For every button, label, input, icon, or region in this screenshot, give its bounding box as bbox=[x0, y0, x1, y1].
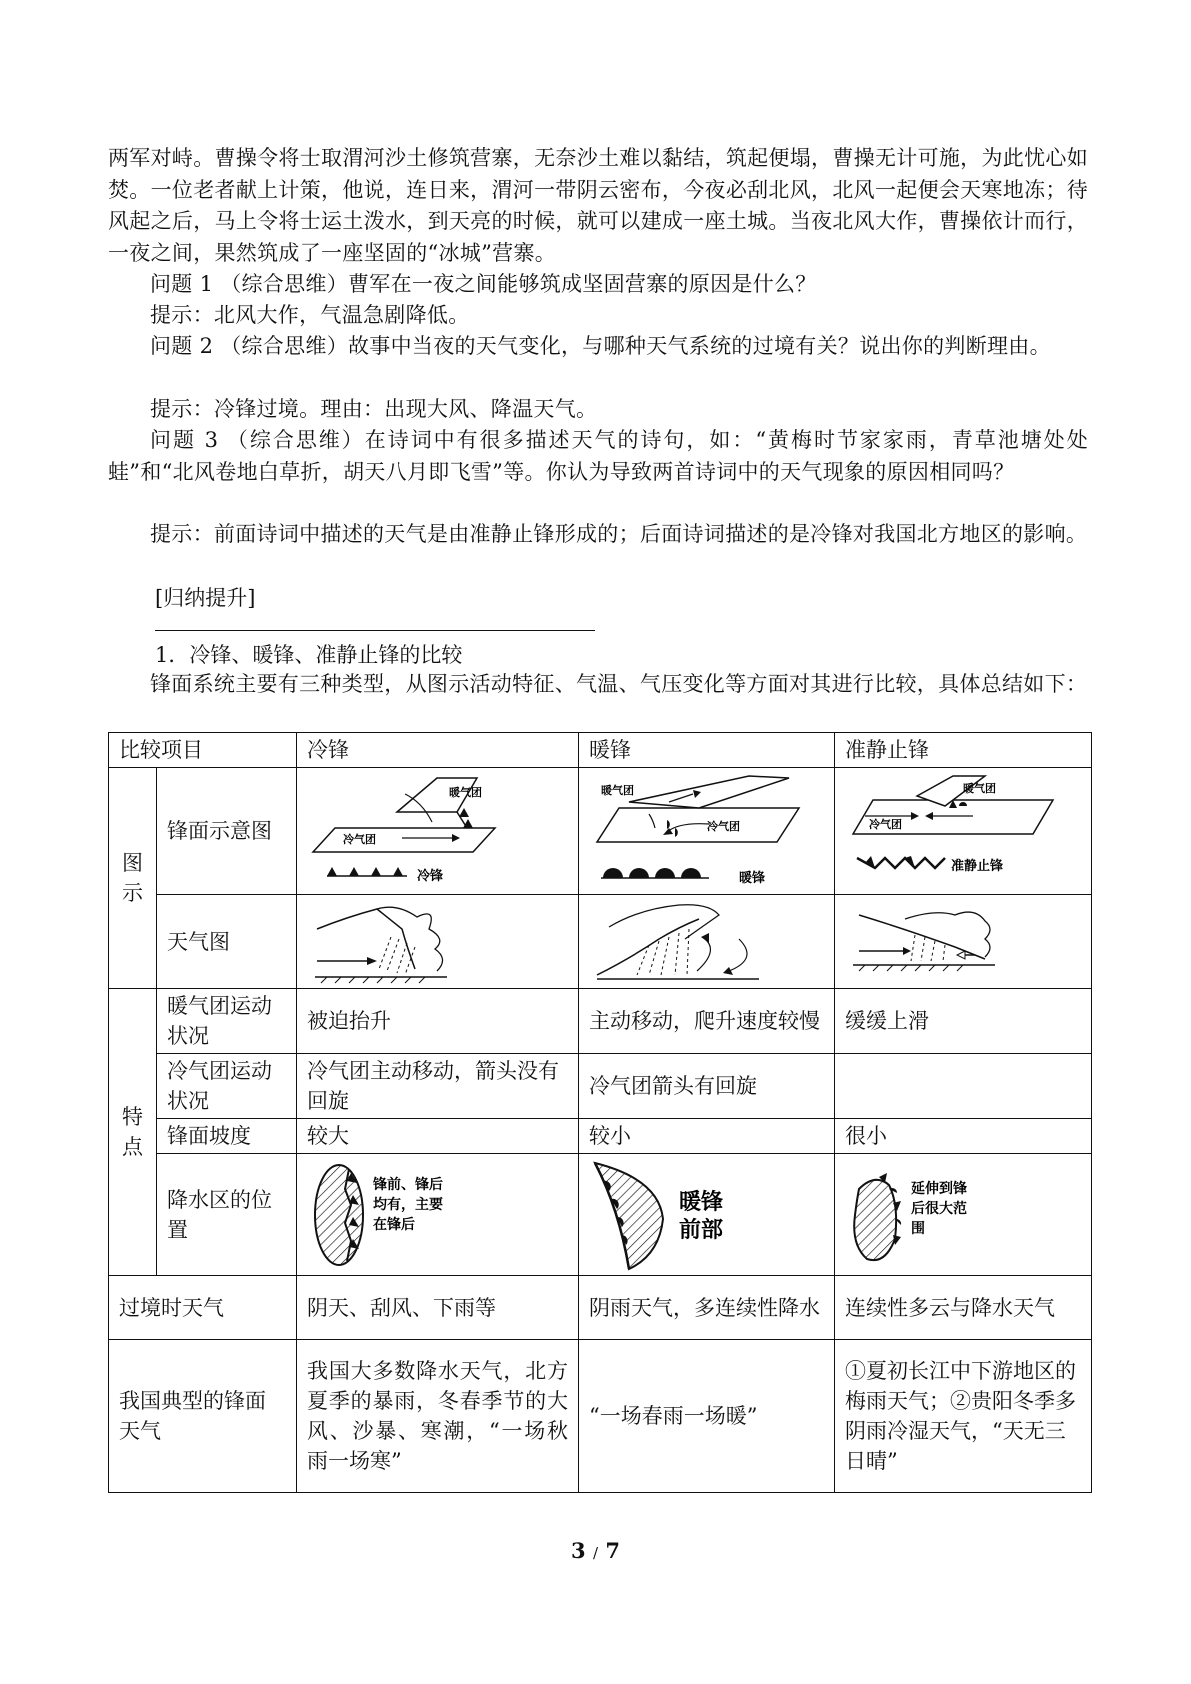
cold-front-weather-map bbox=[307, 899, 567, 985]
stationary-front-warm-motion: 缓缓上滑 bbox=[835, 989, 1092, 1054]
warm-diagram-warm-label: 暖气团 bbox=[601, 784, 634, 797]
page-number: 3 / 7 bbox=[571, 1538, 620, 1563]
cold-diagram-cold-label: 冷气团 bbox=[343, 833, 376, 846]
stationary-diagram-cold-label: 冷气团 bbox=[869, 818, 902, 831]
header-compare-item: 比较项目 bbox=[109, 733, 297, 768]
cold-front-slope: 较大 bbox=[297, 1119, 579, 1154]
stationary-precip-note-1: 延伸到锋 bbox=[911, 1180, 967, 1197]
row-label-slope: 锋面坡度 bbox=[157, 1119, 297, 1154]
cold-precip-note-1: 锋前、锋后 bbox=[373, 1176, 443, 1193]
stationary-front-precip-diagram bbox=[845, 1159, 1045, 1271]
warm-front-cold-motion: 冷气团箭头有回旋 bbox=[579, 1054, 835, 1119]
cold-front-weather-map-cell bbox=[297, 895, 579, 989]
stationary-front-weather-map bbox=[845, 899, 1081, 985]
front-comparison-table bbox=[108, 732, 1092, 1493]
group-feature-label: 特 点 bbox=[109, 989, 157, 1276]
cold-precip-note-3: 在锋后 bbox=[373, 1216, 415, 1233]
stationary-front-weather-map-cell bbox=[835, 895, 1092, 989]
warm-precip-note-2: 前部 bbox=[679, 1217, 724, 1243]
cold-front-warm-motion: 被迫抬升 bbox=[297, 989, 579, 1054]
table-row bbox=[109, 989, 1092, 1054]
cold-diagram-warm-label: 暖气团 bbox=[449, 786, 482, 799]
cold-front-passing-weather: 阴天、刮风、下雨等 bbox=[297, 1276, 579, 1340]
story-paragraph: 两军对峙。曹操令将士取渭河沙土修筑营寨，无奈沙土难以黏结，筑起便塌，曹操无计可施，为此忧心如焚。一位老者献上计策，他说，连日来，渭河一带阴云密布，今夜必刮北风，北风一起便会天寒地冻；待风起之后，马上令将士运土泼水，到天亮的时候，就可以建成一座土城。当夜北风大作，曹操依计而行，一夜之间，果然筑成了一座坚固的“冰城”营寨。 bbox=[108, 146, 1088, 265]
cold-front-cold-motion: 冷气团主动移动，箭头没有回旋 bbox=[297, 1054, 579, 1119]
stationary-diagram-warm-label: 暖气团 bbox=[963, 782, 996, 795]
warm-front-warm-motion: 主动移动，爬升速度较慢 bbox=[579, 989, 835, 1054]
cold-front-diagram bbox=[307, 772, 567, 890]
table-row bbox=[109, 768, 1092, 895]
section-tag: [归纳提升] bbox=[155, 586, 256, 610]
stationary-precip-note-3: 围 bbox=[911, 1220, 925, 1237]
table-row bbox=[109, 1340, 1092, 1493]
warm-front-slope: 较小 bbox=[579, 1119, 835, 1154]
cold-front-precip-cell bbox=[297, 1154, 579, 1276]
cold-front-precip-diagram bbox=[307, 1159, 507, 1271]
warm-front-weather-map-cell bbox=[579, 895, 835, 989]
stationary-front-passing-weather: 连续性多云与降水天气 bbox=[835, 1276, 1092, 1340]
cold-front-symbol-label: 冷锋 bbox=[417, 869, 444, 884]
header-cold-front: 冷锋 bbox=[297, 733, 579, 768]
stationary-front-diagram bbox=[845, 772, 1081, 890]
row-label-passing-weather: 过境时天气 bbox=[109, 1276, 297, 1340]
row-label-front-diagram: 锋面示意图 bbox=[157, 768, 297, 895]
warm-front-weather-map bbox=[589, 899, 825, 985]
row-label-typical-weather: 我国典型的锋面天气 bbox=[109, 1340, 297, 1493]
warm-front-symbol-label: 暖锋 bbox=[739, 871, 766, 886]
warm-front-precip-diagram bbox=[589, 1159, 789, 1271]
table-row bbox=[109, 1119, 1092, 1154]
warm-front-passing-weather: 阴雨天气，多连续性降水 bbox=[579, 1276, 835, 1340]
stationary-front-precip-cell bbox=[835, 1154, 1092, 1276]
question-2: 问题 2 （综合思维）故事中当夜的天气变化，与哪种天气系统的过境有关？说出你的判断理由。 bbox=[150, 334, 1051, 358]
warm-front-precip-cell bbox=[579, 1154, 835, 1276]
warm-precip-note-1: 暖锋 bbox=[679, 1189, 724, 1215]
group-diagram-label: 图 示 bbox=[109, 768, 157, 989]
table-header-row bbox=[109, 733, 1092, 768]
section-intro: 锋面系统主要有三种类型，从图示活动特征、气温、气压变化等方面对其进行比较，具体总结如下： bbox=[150, 672, 1088, 696]
header-stationary-front: 准静止锋 bbox=[835, 733, 1092, 768]
stationary-front-typical-weather: ①夏初长江中下游地区的梅雨天气；②贵阳冬季多阴雨冷湿天气，“天无三日晴” bbox=[835, 1340, 1092, 1493]
section-title: 1．冷锋、暖锋、准静止锋的比较 bbox=[155, 643, 463, 667]
row-label-weather-map: 天气图 bbox=[157, 895, 297, 989]
table-row bbox=[109, 895, 1092, 989]
table-row bbox=[109, 1054, 1092, 1119]
header-warm-front: 暖锋 bbox=[579, 733, 835, 768]
row-label-precip: 降水区的位置 bbox=[157, 1154, 297, 1276]
stationary-front-diagram-cell bbox=[835, 768, 1092, 895]
cold-precip-note-2: 均有，主要 bbox=[373, 1196, 443, 1213]
table-row bbox=[109, 1154, 1092, 1276]
stationary-front-cold-motion bbox=[835, 1054, 1092, 1119]
section-tag-underline bbox=[155, 630, 595, 631]
stationary-front-slope: 很小 bbox=[835, 1119, 1092, 1154]
hint-1: 提示：北风大作，气温急剧降低。 bbox=[150, 303, 470, 327]
stationary-precip-note-2: 后很大范 bbox=[911, 1200, 967, 1217]
warm-diagram-cold-label: 冷气团 bbox=[707, 820, 740, 833]
table-row bbox=[109, 1276, 1092, 1340]
question-3: 问题 3 （综合思维）在诗词中有很多描述天气的诗句，如：“黄梅时节家家雨，青草池塘处处蛙”和“北风卷地白草折，胡天八月即飞雪”等。你认为导致两首诗词中的天气现象的原因相同吗？ bbox=[108, 428, 1088, 484]
row-label-warm-motion: 暖气团运动状况 bbox=[157, 989, 297, 1054]
question-1: 问题 1 （综合思维）曹军在一夜之间能够筑成坚固营寨的原因是什么？ bbox=[150, 272, 817, 296]
cold-front-diagram-cell bbox=[297, 768, 579, 895]
cold-front-typical-weather: 我国大多数降水天气，北方夏季的暴雨，冬春季节的大风、沙暴、寒潮，“一场秋雨一场寒” bbox=[297, 1340, 579, 1493]
warm-front-typical-weather: “一场春雨一场暖” bbox=[579, 1340, 835, 1493]
row-label-cold-motion: 冷气团运动状况 bbox=[157, 1054, 297, 1119]
warm-front-diagram bbox=[589, 772, 825, 890]
hint-3: 提示：前面诗词中描述的天气是由准静止锋形成的；后面诗词描述的是冷锋对我国北方地区的影响。 bbox=[150, 522, 1088, 546]
stationary-front-symbol-label: 准静止锋 bbox=[951, 859, 1004, 874]
hint-2: 提示：冷锋过境。理由：出现大风、降温天气。 bbox=[150, 397, 598, 421]
warm-front-diagram-cell bbox=[579, 768, 835, 895]
